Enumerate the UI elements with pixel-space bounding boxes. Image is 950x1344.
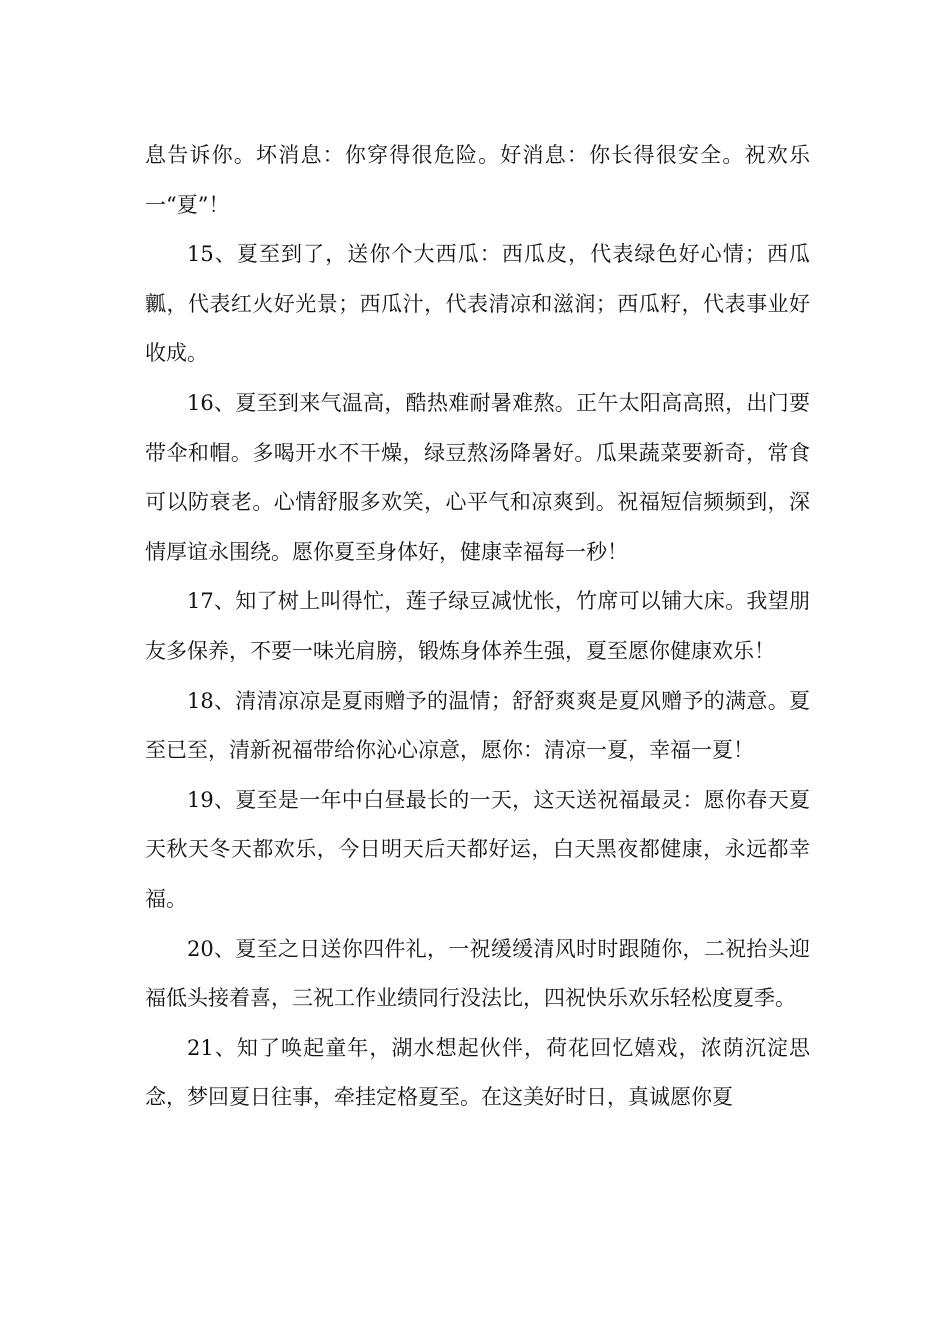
paragraph-18: 18、清清凉凉是夏雨赠予的温情；舒舒爽爽是夏风赠予的满意。夏至已至，清新祝福带给你沁心凉意，愿你：清凉一夏，幸福一夏！ [145,688,810,763]
paragraph-17: 17、知了树上叫得忙，莲子绿豆减忧怅，竹席可以铺大床。我望朋友多保养，不要一味光肩膀，锻炼身体养生强，夏至愿你健康欢乐！ [145,589,810,663]
paragraph-16: 16、夏至到来气温高，酷热难耐暑难熬。正午太阳高高照，出门要带伞和帽。多喝开水不干燥，绿豆熬汤降暑好。瓜果蔬菜要新奇，常食可以防衰老。心情舒服多欢笑，心平气和凉爽到。祝福短信频频到，深情厚谊永围绕。愿你夏至身体好，健康幸福每一秒！ [145,390,810,564]
document-body [145,131,810,1123]
paragraph-19: 19、夏至是一年中白昼最长的一天，这天送祝福最灵：愿你春天夏天秋天冬天都欢乐，今日明天后天都好运，白天黑夜都健康，永远都幸福。 [145,787,810,911]
paragraph-21: 21、知了唤起童年，湖水想起伙伴，荷花回忆嬉戏，浓荫沉淀思念，梦回夏日往事，牵挂定格夏至。在这美好时日，真诚愿你夏 [145,1035,810,1110]
paragraph-20: 20、夏至之日送你四件礼，一祝缓缓清风时时跟随你，二祝抬头迎福低头接着喜，三祝工作业绩同行没法比，四祝快乐欢乐轻松度夏季。 [145,936,810,1011]
paragraph-15: 15、夏至到了，送你个大西瓜：西瓜皮，代表绿色好心情；西瓜瓤，代表红火好光景；西瓜汁，代表清凉和滋润；西瓜籽，代表事业好收成。 [145,242,810,366]
paragraph-14-continued: 息告诉你。坏消息：你穿得很危险。好消息：你长得很安全。祝欢乐一“夏”！ [145,143,810,217]
